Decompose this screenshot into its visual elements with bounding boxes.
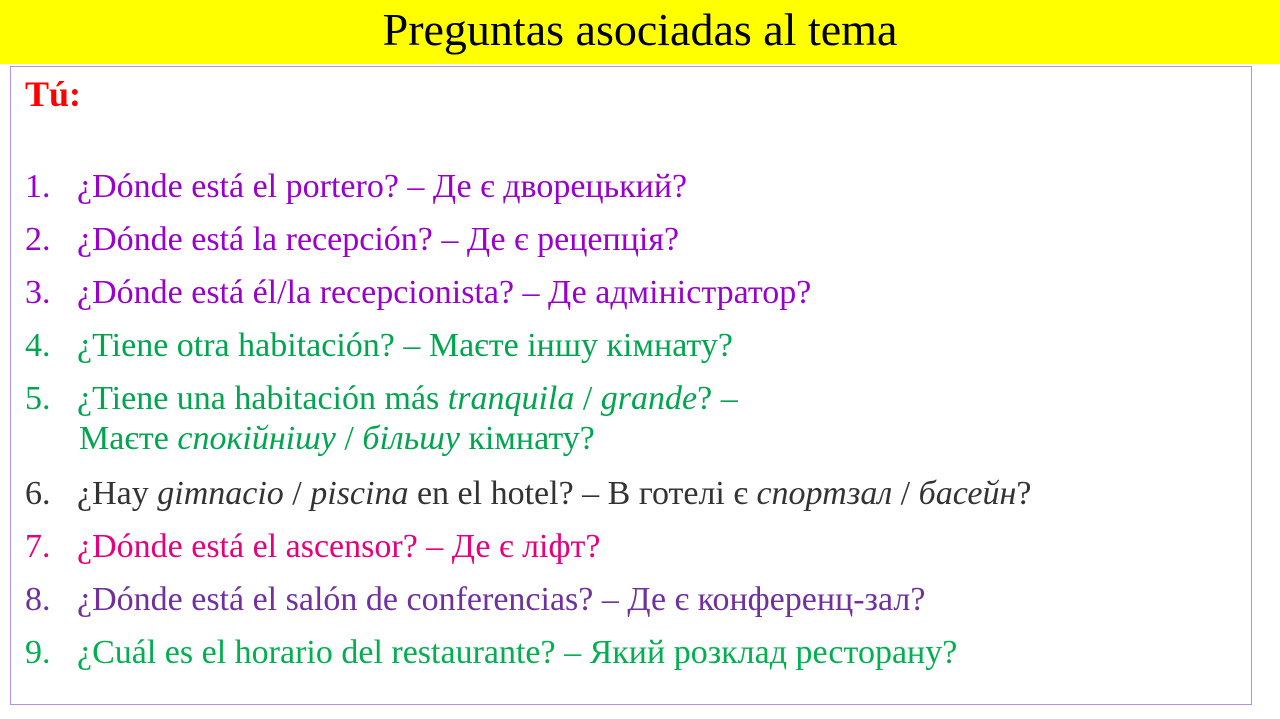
item-number: 4. [25,327,51,364]
item-number: 5. [25,380,51,417]
item-number: 9. [25,634,51,671]
item-number: 2. [25,221,51,258]
item-text-separator: / [335,420,363,457]
item-text: ¿Dónde está el ascensor? – Де є ліфт? [77,528,601,565]
question-item-4 [25,326,733,366]
question-item-3 [25,273,811,313]
item-text-part: ? [1016,475,1032,512]
item-text-italic: спокійнішу [177,420,336,457]
subject-label: Tú: [25,74,82,114]
question-item-1 [25,167,687,207]
item-text-part: en el hotel? – В готелі є [408,475,757,512]
item-text-italic: grande [600,380,698,417]
item-text-part: Маєте [79,420,178,457]
item-text-italic: спортзал [756,475,893,512]
title-bar [0,0,1280,64]
item-text: ¿Cuál es el horario del restaurante? – Який розклад ресторану? [77,634,958,671]
item-text-italic: басейн [918,475,1017,512]
question-item-5 [25,379,738,457]
question-item-9 [25,633,957,673]
item-text-part: ? – [697,380,738,417]
item-number: 1. [25,168,51,205]
item-text-separator: / [283,475,311,512]
question-item-6 [25,474,1031,514]
item-text-part: ¿Tiene una habitación más [77,380,448,417]
item-text-italic: piscina [310,475,409,512]
item-text-separator: / [892,475,919,512]
item-number: 6. [25,475,51,512]
question-item-7 [25,527,600,567]
item-text: ¿Dónde está la recepción? – Де є рецепція? [77,221,680,258]
page-title: Preguntas asociadas al tema [382,4,898,55]
item-text: ¿Dónde está el portero? – Де є дворецький? [77,168,688,205]
item-number: 3. [25,274,51,311]
item-continuation [79,419,595,459]
item-text: ¿Dónde está él/la recepcionista? – Де адміністратор? [77,274,812,311]
item-text-italic: більшу [362,420,460,457]
item-text: ¿Tiene otra habitación? – Маєте іншу кімнату? [77,327,733,364]
item-number: 8. [25,581,51,618]
item-text-part: ¿Hay [77,475,158,512]
item-number: 7. [25,528,51,565]
item-text-italic: tranquila [447,380,575,417]
item-text-italic: gimnacio [157,475,284,512]
question-item-2 [25,220,679,260]
content-box [10,66,1252,705]
item-text: ¿Dónde está el salón de conferencias? – Де є конференц-зал? [77,581,926,618]
item-text-separator: / [574,380,601,417]
question-item-8 [25,580,925,620]
item-text-part: кімнату? [459,420,595,457]
